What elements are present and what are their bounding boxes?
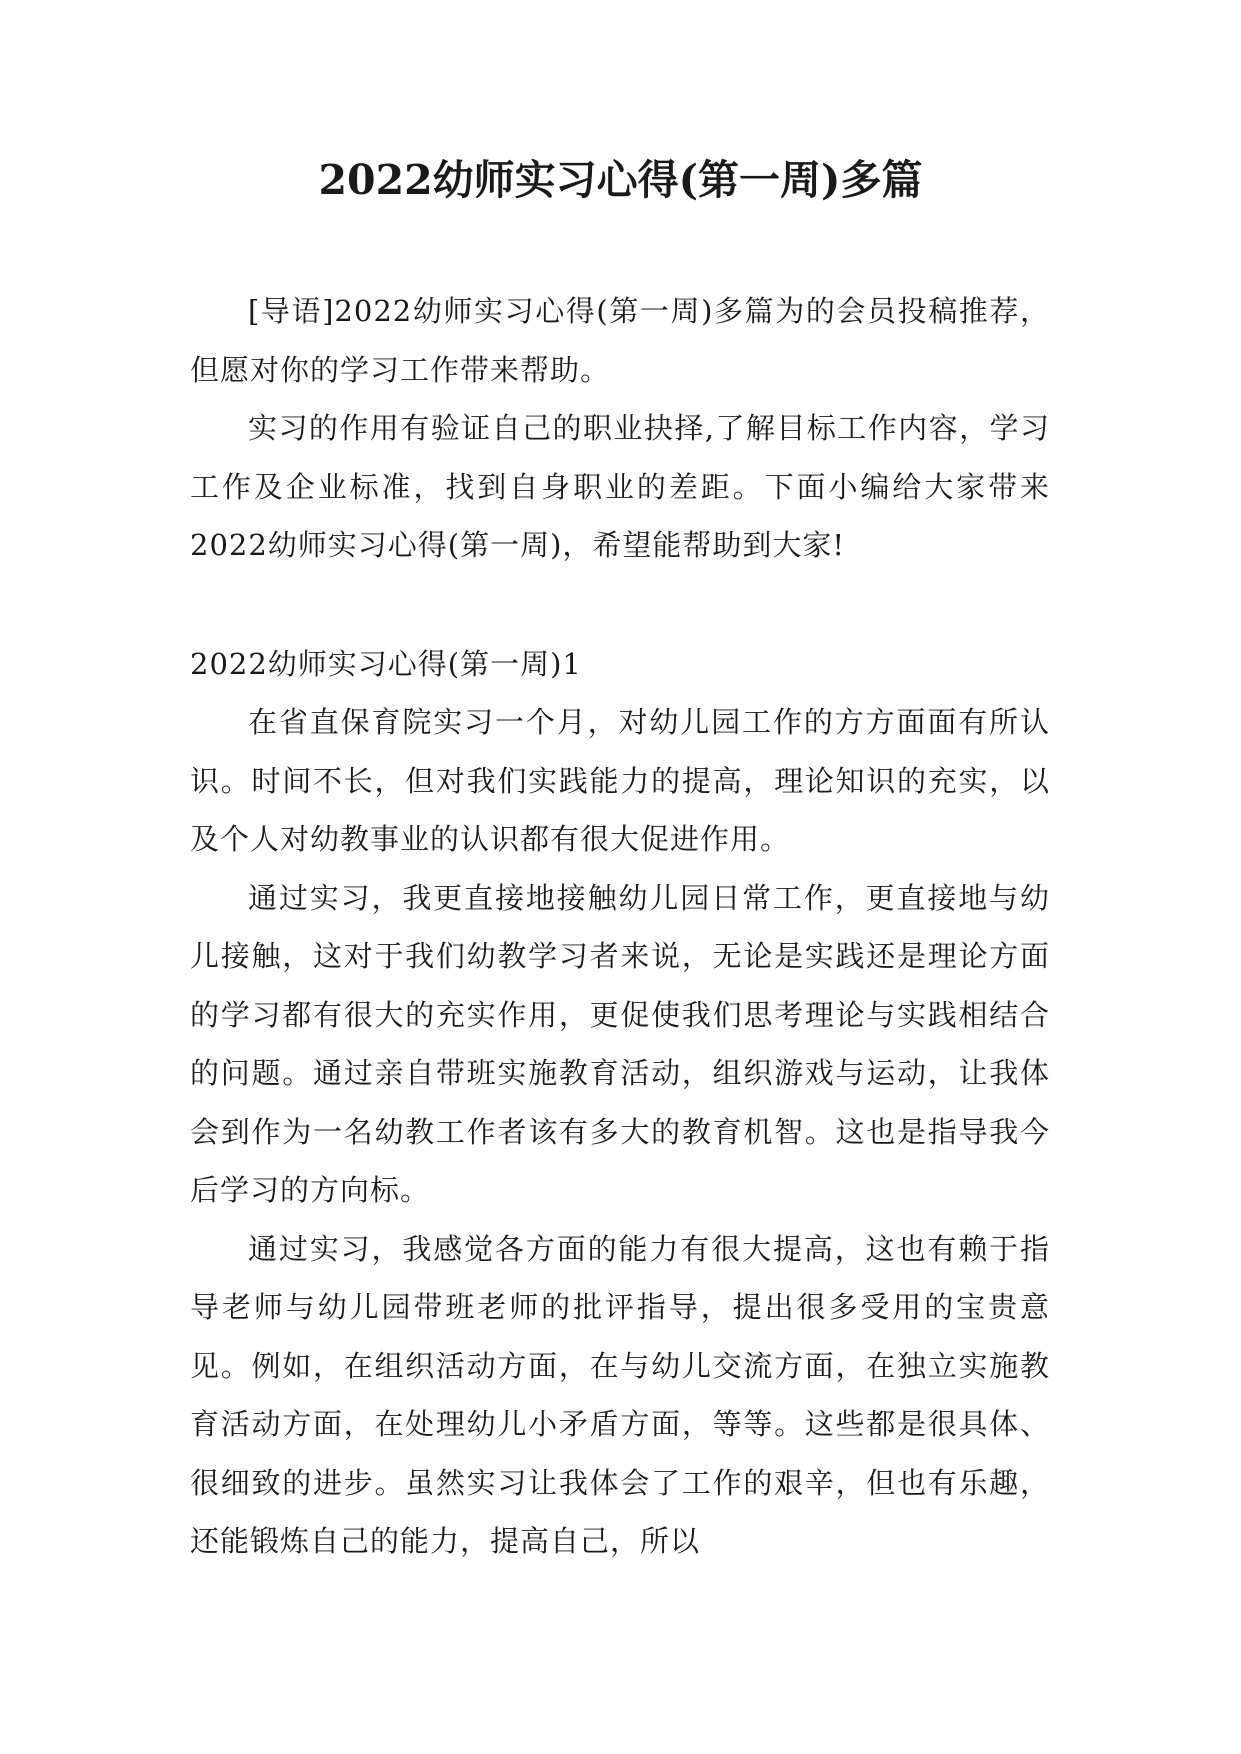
intro-paragraph: [导语]2022幼师实习心得(第一周)多篇为的会员投稿推荐，但愿对你的学习工作带来帮助。 bbox=[190, 294, 1050, 387]
section-heading: 2022幼师实习心得(第一周)1 bbox=[190, 646, 582, 681]
intro-paragraph: 实习的作用有验证自己的职业抉择,了解目标工作内容，学习工作及企业标准，找到自身职业的差距。下面小编给大家带来2022幼师实习心得(第一周)，希望能帮助到大家! bbox=[190, 411, 1050, 562]
section-gap bbox=[190, 575, 1050, 635]
body-paragraph: 通过实习，我更直接地接触幼儿园日常工作，更直接地与幼儿接触，这对于我们幼教学习者来说，无论是实践还是理论方面的学习都有很大的充实作用，更促使我们思考理论与实践相结合的问题。通过亲自带班实施教育活动，组织游戏与运动，让我体会到作为一名幼教工作者该有多大的教育机智。这也是指导我今后学习的方向标。 bbox=[190, 880, 1050, 1207]
body-paragraph: 通过实习，我感觉各方面的能力有很大提高，这也有赖于指导老师与幼儿园带班老师的批评指导，提出很多受用的宝贵意见。例如，在组织活动方面，在与幼儿交流方面，在独立实施教育活动方面，在处理幼儿小矛盾方面，等等。这些都是很具体、很细致的进步。虽然实习让我体会了工作的艰辛，但也有乐趣，还能锻炼自己的能力，提高自己，所以 bbox=[190, 1231, 1050, 1558]
document-body bbox=[190, 282, 1050, 1571]
document-title: 2022幼师实习心得(第一周)多篇 bbox=[318, 156, 923, 204]
body-paragraph: 在省直保育院实习一个月，对幼儿园工作的方方面面有所认识。时间不长，但对我们实践能力的提高，理论知识的充实，以及个人对幼教事业的认识都有很大促进作用。 bbox=[190, 705, 1050, 856]
